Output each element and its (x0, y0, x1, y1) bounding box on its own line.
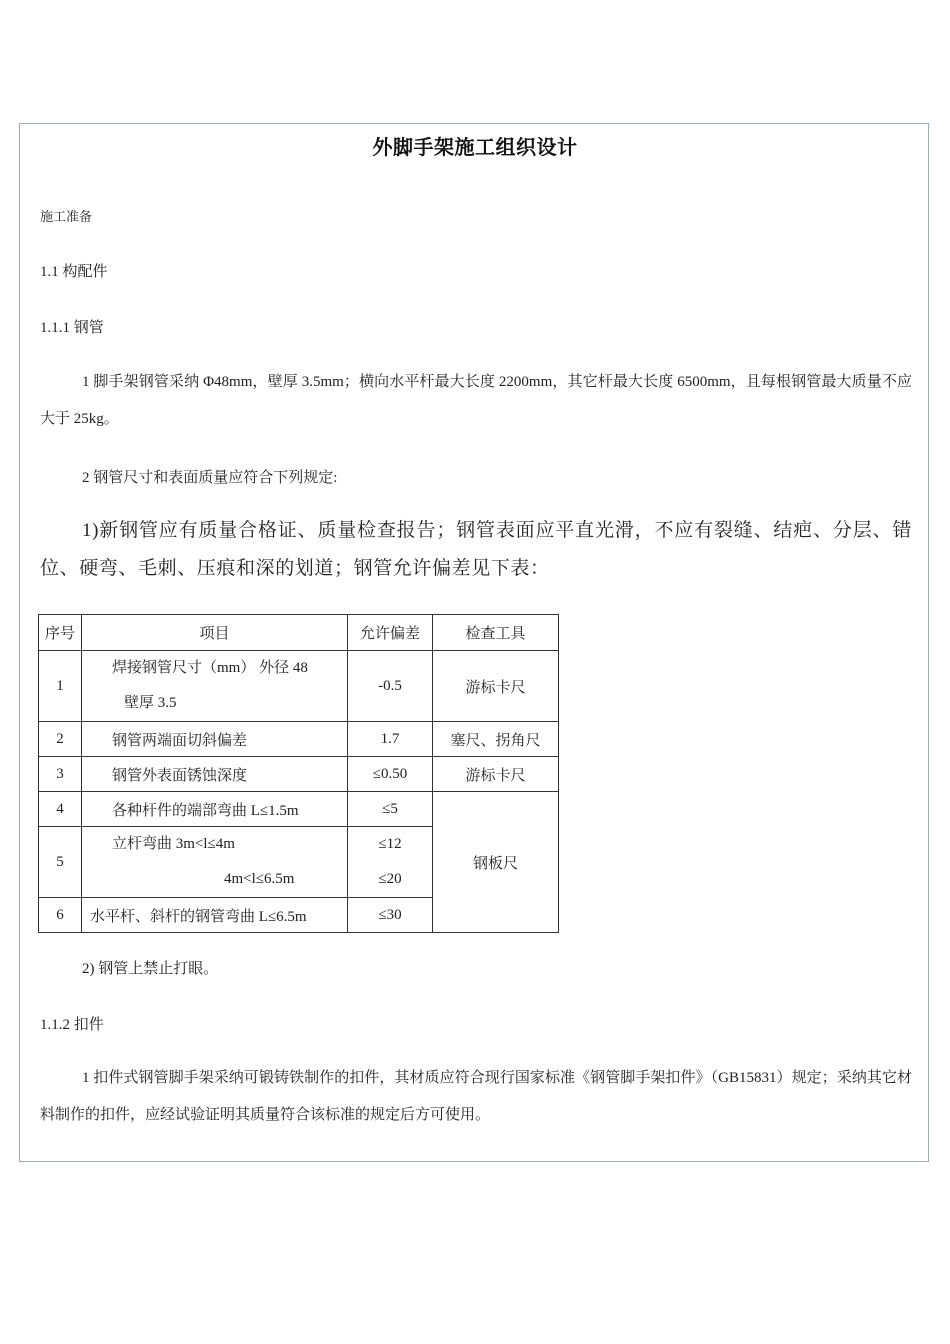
header-no: 序号 (39, 615, 82, 651)
row-item (82, 651, 348, 722)
paragraph-no-drilling: 2) 钢管上禁止打眼。 (82, 961, 219, 977)
section-heading: 施工准备 (40, 209, 93, 224)
header-tool: 检查工具 (433, 615, 559, 651)
row-no: 4 (39, 792, 82, 827)
row-item: 水平杆、斜杆的钢管弯曲 L≤6.5m (82, 898, 348, 933)
row-deviation: 1.7 (348, 722, 433, 757)
row-no: 3 (39, 757, 82, 792)
row-item-line-b: 4m<l≤6.5m (224, 871, 295, 887)
table-row (39, 757, 559, 792)
row-item: 钢管两端面切斜偏差 (82, 722, 348, 757)
paragraph-steel-pipe-spec: 1 脚手架钢管采纳 Φ48mm，壁厚 3.5mm；横向水平杆最大长度 2200mm，其它杆最大长度 6500mm，且每根钢管最大质量不应大于 25kg。 (40, 374, 912, 427)
heading-1-1-2: 1.1.2 扣件 (40, 1017, 104, 1033)
row-deviation: ≤5 (348, 792, 433, 827)
row-tool: 游标卡尺 (433, 757, 559, 792)
header-deviation: 允许偏差 (348, 615, 433, 651)
row-item-line-a: 立杆弯曲 3m<l≤4m (112, 836, 235, 852)
table-row (39, 792, 559, 827)
heading-1-1-1: 1.1.1 钢管 (40, 320, 104, 336)
row-tool-merged: 钢板尺 (433, 792, 559, 933)
document-title: 外脚手架施工组织设计 (372, 137, 578, 159)
row-item: 钢管外表面锈蚀深度 (82, 757, 348, 792)
table-header-row (39, 615, 559, 651)
table-row (39, 722, 559, 757)
tolerance-table (38, 614, 559, 933)
header-item: 项目 (82, 615, 348, 651)
paragraph-fastener-spec: 1 扣件式钢管脚手架采纳可锻铸铁制作的扣件，其材质应符合现行国家标准《钢管脚手架扣件》（GB15831）规定；采纳其它材料制作的扣件，应经试验证明其质量符合该标准的规定后方可使用。 (40, 1070, 912, 1123)
row-no: 2 (39, 722, 82, 757)
row-no: 1 (39, 651, 82, 722)
row-deviation: -0.5 (348, 651, 433, 722)
row-deviation (348, 827, 433, 898)
row-deviation: ≤30 (348, 898, 433, 933)
row-deviation-line-b: ≤20 (378, 871, 402, 887)
row-tool: 塞尺、拐角尺 (433, 722, 559, 757)
row-item-line-b: 壁厚 3.5 (124, 695, 177, 711)
row-no: 5 (39, 827, 82, 898)
row-item-line-a: 焊接钢管尺寸（mm） 外径 48 (112, 660, 308, 676)
row-item: 各种杆件的端部弯曲 L≤1.5m (82, 792, 348, 827)
table-row (39, 651, 559, 722)
paragraph-pipe-requirements: 2 钢管尺寸和表面质量应符合下列规定: (82, 470, 338, 486)
row-deviation-line-a: ≤12 (378, 836, 402, 852)
heading-1-1: 1.1 构配件 (40, 264, 108, 280)
row-deviation: ≤0.50 (348, 757, 433, 792)
row-item (82, 827, 348, 898)
paragraph-new-pipe-rules: 1)新钢管应有质量合格证、质量检查报告；钢管表面应平直光滑，不应有裂缝、结疤、分层、错位、硬弯、毛刺、压痕和深的划道；钢管允许偏差见下表： (40, 520, 912, 579)
row-tool: 游标卡尺 (433, 651, 559, 722)
row-no: 6 (39, 898, 82, 933)
